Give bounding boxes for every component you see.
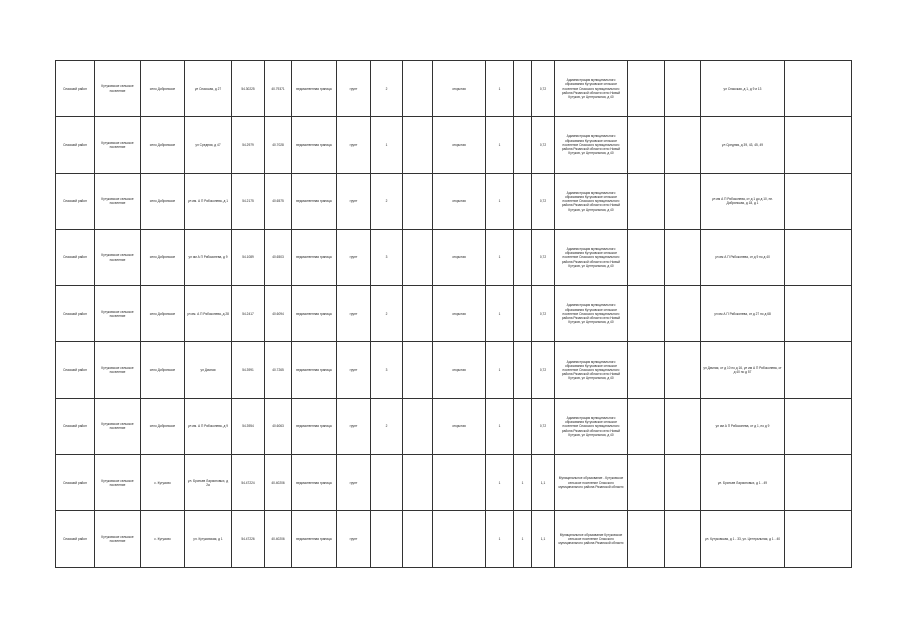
table-cell: 40.40206 bbox=[265, 455, 292, 511]
table-cell: 2 bbox=[371, 398, 403, 454]
table-cell bbox=[665, 117, 701, 173]
table-cell: ул Спасская, д 1, д 9 и 13 bbox=[701, 61, 785, 117]
table-cell: грунт bbox=[337, 342, 371, 398]
table-cell bbox=[785, 117, 852, 173]
table-cell: ведомственная граница bbox=[292, 398, 337, 454]
table-cell: село Добрянское bbox=[141, 286, 185, 342]
table-cell bbox=[628, 61, 665, 117]
table-cell: Спасский район bbox=[56, 398, 95, 454]
table-cell: Администрация муниципального образования Кутуковское сельское поселение Спасского муниципального района Рязанской области село Новый Кутуков, ул Центральная, д 40 bbox=[555, 117, 628, 173]
table-cell bbox=[514, 229, 532, 285]
table-cell: Спасский район bbox=[56, 286, 95, 342]
table-cell bbox=[371, 511, 403, 567]
table-cell bbox=[665, 286, 701, 342]
table-cell: ул Дачная, от д 10 по д 16, ул им А П Рябоконева, от д 40 по д 57 bbox=[701, 342, 785, 398]
table-cell: открытая bbox=[433, 286, 486, 342]
table-cell: 2 bbox=[371, 286, 403, 342]
table-cell: открытая bbox=[433, 61, 486, 117]
table-cell: 54.3991 bbox=[232, 342, 265, 398]
table-cell: ул Средняя, д 47 bbox=[185, 117, 232, 173]
table-cell: ул им А П Рябоконева, д 9 bbox=[185, 229, 232, 285]
table-cell: ведомственная граница bbox=[292, 117, 337, 173]
table-cell: ведомственная граница bbox=[292, 455, 337, 511]
table-cell bbox=[514, 117, 532, 173]
table-cell: Спасский район bbox=[56, 455, 95, 511]
table-cell: Кутуковское сельское поселение bbox=[95, 398, 141, 454]
table-cell bbox=[628, 117, 665, 173]
table-cell: открытая bbox=[433, 398, 486, 454]
table-cell bbox=[665, 511, 701, 567]
table-cell: ул им. А П Рябоконева, д 1 bbox=[185, 173, 232, 229]
table-cell bbox=[514, 342, 532, 398]
table-cell: 3 bbox=[371, 342, 403, 398]
table-cell: ведомственная граница bbox=[292, 511, 337, 567]
table-row bbox=[56, 342, 852, 398]
table-cell bbox=[403, 342, 433, 398]
table-cell: ведомственная граница bbox=[292, 342, 337, 398]
table-cell: открытая bbox=[433, 229, 486, 285]
table-cell: 1 bbox=[486, 229, 514, 285]
table-cell: село Добрянское bbox=[141, 61, 185, 117]
table-cell bbox=[628, 398, 665, 454]
table-cell: 1 bbox=[486, 117, 514, 173]
table-cell: 1 bbox=[514, 511, 532, 567]
table-cell bbox=[403, 229, 433, 285]
table-cell: открытая bbox=[433, 342, 486, 398]
table-cell: Спасский район bbox=[56, 117, 95, 173]
table-cell: ул им А П Рябоконева, от д 27 по д 68 bbox=[701, 286, 785, 342]
table-cell bbox=[665, 173, 701, 229]
table-cell bbox=[403, 61, 433, 117]
table-cell: 54.47224 bbox=[232, 455, 265, 511]
table-cell: Кутуковское сельское поселение bbox=[95, 229, 141, 285]
table-cell: Спасский район bbox=[56, 173, 95, 229]
table-cell: 40.6094 bbox=[265, 286, 292, 342]
table-cell: 1,1 bbox=[532, 455, 555, 511]
table-cell: 3 bbox=[371, 229, 403, 285]
table-cell: Муниципальное образование Кутуковское сельское поселение Спасского муниципального района Рязанской области bbox=[555, 511, 628, 567]
table-cell: ведомственная граница bbox=[292, 229, 337, 285]
table-cell: 54.30225 bbox=[232, 61, 265, 117]
table-cell: Администрация муниципального образования Кутуковское сельское поселение Спасского муниципального района Рязанской области село Новый Кутуков, ул Центральная, д 40 bbox=[555, 286, 628, 342]
table-cell bbox=[785, 286, 852, 342]
table-cell bbox=[433, 511, 486, 567]
table-cell: ведомственная граница bbox=[292, 61, 337, 117]
table-cell: 0,72 bbox=[532, 61, 555, 117]
table-cell: Кутуковское сельское поселение bbox=[95, 342, 141, 398]
table-cell: 54.2979 bbox=[232, 117, 265, 173]
table-cell: 1 bbox=[486, 61, 514, 117]
table-cell: с. Кутуково bbox=[141, 455, 185, 511]
table-cell: 40.6503 bbox=[265, 229, 292, 285]
table-cell: 2 bbox=[371, 61, 403, 117]
table-cell: Администрация муниципального образования Кутуковское сельское поселение Спасского муниципального района Рязанской области село Новый Кутуков, ул Центральная, д 40 bbox=[555, 173, 628, 229]
table-cell: 40.6063 bbox=[265, 398, 292, 454]
table-cell: село Добрянское bbox=[141, 117, 185, 173]
table-cell: Кутуковское сельское поселение bbox=[95, 511, 141, 567]
table-cell bbox=[403, 286, 433, 342]
table-cell bbox=[628, 342, 665, 398]
table-cell: Администрация муниципального образования Кутуковское сельское поселение Спасского муниципального района Рязанской области село Новый Кутуков, ул Центральная, д 40 bbox=[555, 61, 628, 117]
table-cell: ведомственная граница bbox=[292, 286, 337, 342]
table-cell: 0,72 bbox=[532, 342, 555, 398]
table-cell: село Добрянское bbox=[141, 398, 185, 454]
table-cell bbox=[665, 342, 701, 398]
table-row bbox=[56, 173, 852, 229]
table-cell bbox=[403, 173, 433, 229]
table-row bbox=[56, 286, 852, 342]
table-cell: 0,72 bbox=[532, 117, 555, 173]
table-row bbox=[56, 61, 852, 117]
table-cell: 40.7028 bbox=[265, 117, 292, 173]
table-cell bbox=[403, 398, 433, 454]
table-body bbox=[56, 61, 852, 568]
table-cell bbox=[628, 455, 665, 511]
table-cell: село Добрянское bbox=[141, 342, 185, 398]
table-cell: ул им А П Рябоконева, от д 1, по д 9 bbox=[701, 398, 785, 454]
table-cell: 40.79371 bbox=[265, 61, 292, 117]
table-row bbox=[56, 398, 852, 454]
table-cell bbox=[433, 455, 486, 511]
table-cell: ул. Братьев Ларионовых, д 2а bbox=[185, 455, 232, 511]
table-cell: Спасский район bbox=[56, 229, 95, 285]
table-cell: 1 bbox=[486, 173, 514, 229]
table-cell: Спасский район bbox=[56, 511, 95, 567]
table-cell bbox=[514, 398, 532, 454]
table-cell bbox=[628, 286, 665, 342]
table-row bbox=[56, 455, 852, 511]
table-cell: село Добрянское bbox=[141, 173, 185, 229]
table-cell: Кутуковское сельское поселение bbox=[95, 173, 141, 229]
table-cell: 1 bbox=[486, 511, 514, 567]
table-cell: Кутуковское сельское поселение bbox=[95, 117, 141, 173]
register-table bbox=[55, 60, 852, 568]
table-cell: 1 bbox=[514, 455, 532, 511]
table-cell: ул. Кутуковская, д 1 - 33, ул. Центральная, д 1 - 40 bbox=[701, 511, 785, 567]
table-cell: ул им А П Рябоконева, от д 9 по д 40 bbox=[701, 229, 785, 285]
table-cell: открытая bbox=[433, 173, 486, 229]
table-cell: 40.7265 bbox=[265, 342, 292, 398]
table-cell: 54.47226 bbox=[232, 511, 265, 567]
table-cell bbox=[514, 286, 532, 342]
table-cell: ул. Кутуковская, д 1 bbox=[185, 511, 232, 567]
table-cell: Муниципальное образование - Кутуковское сельское поселение Спасского муниципального района Рязанской области bbox=[555, 455, 628, 511]
table-cell: село Добрянское bbox=[141, 229, 185, 285]
table-cell: ул Спасская, д 27 bbox=[185, 61, 232, 117]
table-cell: 40.6575 bbox=[265, 173, 292, 229]
table-cell bbox=[785, 61, 852, 117]
table-cell: 1 bbox=[486, 342, 514, 398]
table-cell bbox=[403, 117, 433, 173]
table-cell: 0,72 bbox=[532, 173, 555, 229]
table-cell: 1,1 bbox=[532, 511, 555, 567]
table-cell bbox=[785, 398, 852, 454]
table-cell bbox=[785, 511, 852, 567]
table-cell: грунт bbox=[337, 117, 371, 173]
table-cell bbox=[785, 229, 852, 285]
table-cell: с. Кутуково bbox=[141, 511, 185, 567]
table-cell: 2 bbox=[371, 173, 403, 229]
table-cell bbox=[514, 61, 532, 117]
table-cell: 0,72 bbox=[532, 286, 555, 342]
table-row bbox=[56, 229, 852, 285]
table-cell: ул им. А П Рябоконева, д 9 bbox=[185, 398, 232, 454]
table-cell: 40.40206 bbox=[265, 511, 292, 567]
table-cell bbox=[785, 455, 852, 511]
table-cell bbox=[371, 455, 403, 511]
table-cell bbox=[665, 455, 701, 511]
table-row bbox=[56, 117, 852, 173]
table-cell bbox=[403, 511, 433, 567]
table-cell bbox=[628, 173, 665, 229]
table-cell: Администрация муниципального образования Кутуковское сельское поселение Спасского муниципального района Рязанской области село Новый Кутуков, ул Центральная, д 40 bbox=[555, 398, 628, 454]
table-cell: грунт bbox=[337, 511, 371, 567]
table-cell bbox=[628, 229, 665, 285]
table-cell: Кутуковское сельское поселение bbox=[95, 455, 141, 511]
table-cell: Кутуковское сельское поселение bbox=[95, 61, 141, 117]
table-cell: грунт bbox=[337, 61, 371, 117]
table-cell: грунт bbox=[337, 229, 371, 285]
table-cell bbox=[665, 229, 701, 285]
table-cell bbox=[514, 173, 532, 229]
table-cell: 54.3954 bbox=[232, 398, 265, 454]
table-cell: грунт bbox=[337, 455, 371, 511]
table-cell: Кутуковское сельское поселение bbox=[95, 286, 141, 342]
table-cell: 0,72 bbox=[532, 229, 555, 285]
table-cell: 1 bbox=[486, 286, 514, 342]
table-cell: грунт bbox=[337, 173, 371, 229]
table-cell: грунт bbox=[337, 286, 371, 342]
table-cell: ул им А П Рябоконева, от д 1 до д 10, пл. Добрянская, д 18, д 1 bbox=[701, 173, 785, 229]
table-cell: 1 bbox=[486, 398, 514, 454]
table-cell bbox=[665, 61, 701, 117]
table-cell: 1 bbox=[371, 117, 403, 173]
table-cell: 1 bbox=[486, 455, 514, 511]
table-row bbox=[56, 511, 852, 567]
table-cell: открытая bbox=[433, 117, 486, 173]
table-cell bbox=[785, 173, 852, 229]
table-cell: 54.2175 bbox=[232, 173, 265, 229]
table-cell: Спасский район bbox=[56, 61, 95, 117]
table-cell: Спасский район bbox=[56, 342, 95, 398]
table-cell: 54.1089 bbox=[232, 229, 265, 285]
table-cell bbox=[785, 342, 852, 398]
table-cell: Администрация муниципального образования Кутуковское сельское поселение Спасского муниципального района Рязанской области село Новый Кутуков, ул Центральная, д 40 bbox=[555, 229, 628, 285]
table-cell: ул. Братьев Ларионовых, д 1 - 49 bbox=[701, 455, 785, 511]
table-cell bbox=[628, 511, 665, 567]
table-cell: 54.2417 bbox=[232, 286, 265, 342]
table-cell: Администрация муниципального образования Кутуковское сельское поселение Спасского муниципального района Рязанской области село Новый Кутуков, ул Центральная, д 40 bbox=[555, 342, 628, 398]
table-cell bbox=[665, 398, 701, 454]
table-cell: ул Средняя, д 39, 43, 45, 49 bbox=[701, 117, 785, 173]
table-cell: ул им. А П Рябоконева, д 28 bbox=[185, 286, 232, 342]
table-cell: грунт bbox=[337, 398, 371, 454]
table-cell bbox=[403, 455, 433, 511]
table-cell: ул Дачная bbox=[185, 342, 232, 398]
table-cell: ведомственная граница bbox=[292, 173, 337, 229]
table-cell: 0,72 bbox=[532, 398, 555, 454]
